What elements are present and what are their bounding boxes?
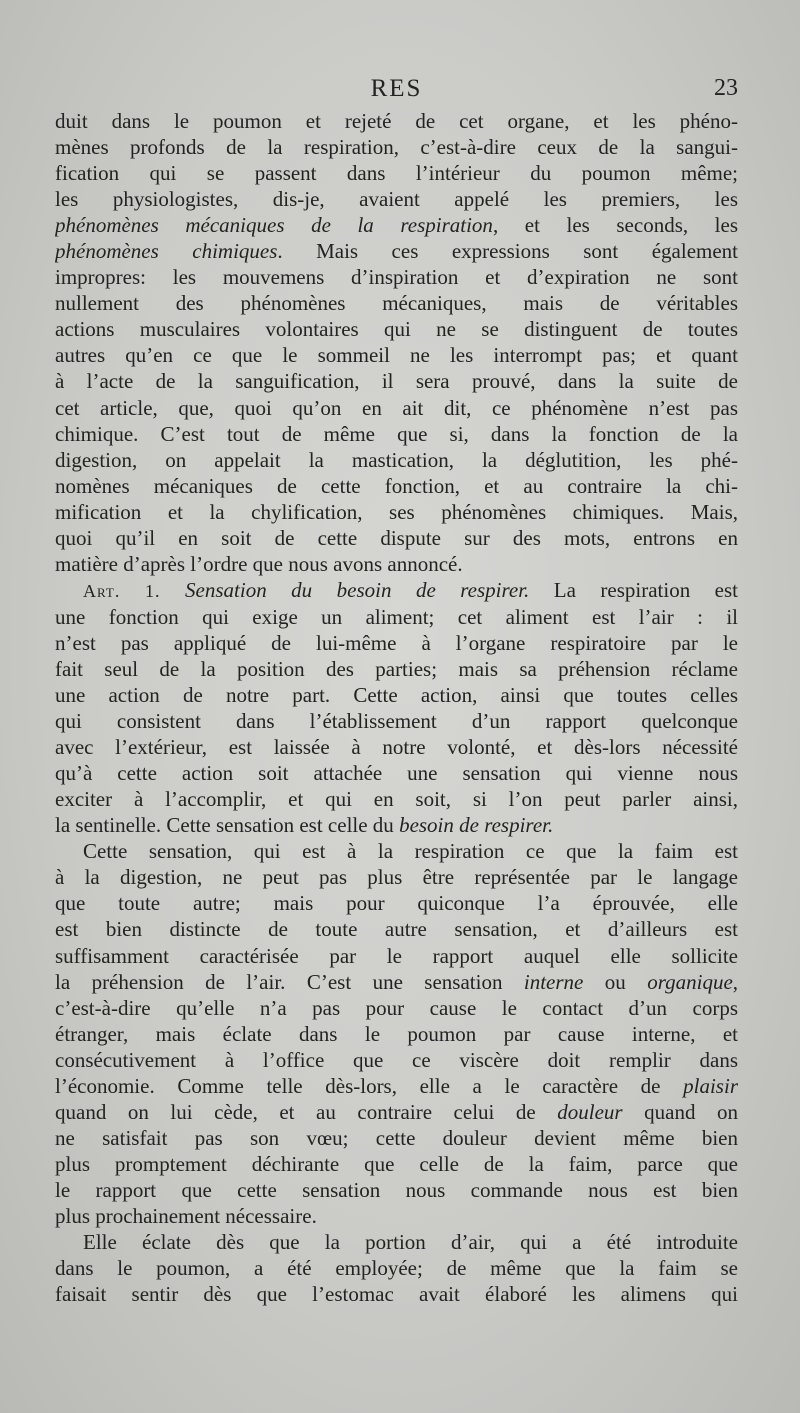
text-line: à la digestion, ne peut pas plus être représentée par le langage [55,865,738,890]
text-line: matière d’après l’ordre que nous avons annoncé. [55,551,463,576]
text-line: le rapport que cette sensation nous commande nous est bien [55,1177,738,1202]
text-line: mification et la chylification, ses phénomènes chimiques. Mais, [55,499,738,524]
text-line: actions musculaires volontaires qui ne se distinguent de toutes [55,317,738,342]
text-line: quand on lui cède, et au contraire celui de douleur quand on [55,1099,738,1124]
italic-term: interne [523,969,584,994]
text-line: nomènes mécaniques de cette fonction, et au contraire la chi- [55,473,738,498]
text-line: que toute autre; mais pour quiconque l’a éprouvée, elle [55,891,738,916]
text-line: nullement des phénomènes mécaniques, mais de véritables [55,291,738,316]
text-line: Art. 1. Sensation du besoin de respirer. La respiration est [83,577,738,602]
italic-term: plaisir [683,1073,738,1098]
text-line: impropres: les mouvemens d’inspiration et d’expiration ne sont [55,265,738,290]
page-header [55,75,738,105]
text-line: les physiologistes, dis-je, avaient appelé les premiers, les [55,187,738,212]
text-line: fait seul de la position des parties; mais sa préhension réclame [55,656,738,681]
text-line: Cette sensation, qui est à la respiration ce que la faim est [83,839,738,864]
text-line: exciter à l’accomplir, et qui en soit, si l’on peut parler ainsi, [55,787,738,812]
text-line: une fonction qui exige un aliment; cet aliment est l’air : il [55,604,738,629]
italic-term: organique [647,969,733,994]
text-line: suffisamment caractérisée par le rapport auquel elle sollicite [55,943,738,968]
italic-term: besoin de respirer. [399,813,554,838]
text-line: l’économie. Comme telle dès-lors, elle a le caractère de plaisir [55,1073,738,1098]
text-line: phénomènes chimiques. Mais ces expressions sont également [55,239,738,264]
text-line: mènes profonds de la respiration, c’est-à-dire ceux de la sangui- [55,135,738,160]
text-line: chimique. C’est tout de même que si, dans la fonction de la [55,421,738,446]
italic-term: phénomènes mécaniques de la respiration [55,213,493,238]
page-number: 23 [714,75,738,101]
text-line: faisait sentir dès que l’estomac avait élaboré les alimens qui [55,1282,738,1307]
article-label: Art. 1. [83,580,161,601]
article-heading: Sensation du besoin de respirer. [185,577,530,602]
text-line: étranger, mais éclate dans le poumon par cause interne, et [55,1021,738,1046]
text-line: est bien distincte de toute autre sensation, et d’ailleurs est [55,917,738,942]
text-line: plus prochainement nécessaire. [55,1203,317,1228]
text-line: avec l’extérieur, est laissée à notre volonté, et dès-lors nécessité [55,735,738,760]
text-line: une action de notre part. Cette action, ainsi que toutes celles [55,683,738,708]
text-line: à l’acte de la sanguification, il sera prouvé, dans la suite de [55,369,738,394]
text-line: quoi qu’il en soit de cette dispute sur des mots, entrons en [55,525,738,550]
text-line: phénomènes mécaniques de la respiration, et les seconds, les [55,213,738,238]
text-line: cet article, que, quoi qu’on en ait dit, ce phénomène n’est pas [55,395,738,420]
text-line: n’est pas appliqué de lui-même à l’organe respiratoire par le [55,630,738,655]
text-line: qui consistent dans l’établissement d’un rapport quelconque [55,709,738,734]
text-line: la préhension de l’air. C’est une sensation interne ou organique, [55,969,738,994]
text-line: qu’à cette action soit attachée une sensation qui vienne nous [55,761,738,786]
body-text [55,108,738,1307]
text-line: la sentinelle. Cette sensation est celle du besoin de respirer. [55,813,554,838]
text-line: duit dans le poumon et rejeté de cet organe, et les phéno- [55,109,738,133]
text-line: c’est-à-dire qu’elle n’a pas pour cause le contact d’un corps [55,995,738,1020]
text-line: fication qui se passent dans l’intérieur du poumon même; [55,161,738,186]
text-line: autres qu’en ce que le sommeil ne les interrompt pas; et quant [55,343,738,368]
text-line: ne satisfait pas son vœu; cette douleur devient même bien [55,1125,738,1150]
text-line: consécutivement à l’office que ce viscère doit remplir dans [55,1047,738,1072]
text-line: dans le poumon, a été employée; de même que la faim se [55,1256,738,1281]
text-line: plus promptement déchirante que celle de la faim, parce que [55,1151,738,1176]
italic-term: douleur [557,1099,623,1124]
running-title: RES [370,75,423,102]
text-line: Elle éclate dès que la portion d’air, qui a été introduite [83,1230,738,1255]
italic-term: phénomènes chimiques [55,239,278,264]
text-line: digestion, on appelait la mastication, la déglutition, les phé- [55,447,738,472]
